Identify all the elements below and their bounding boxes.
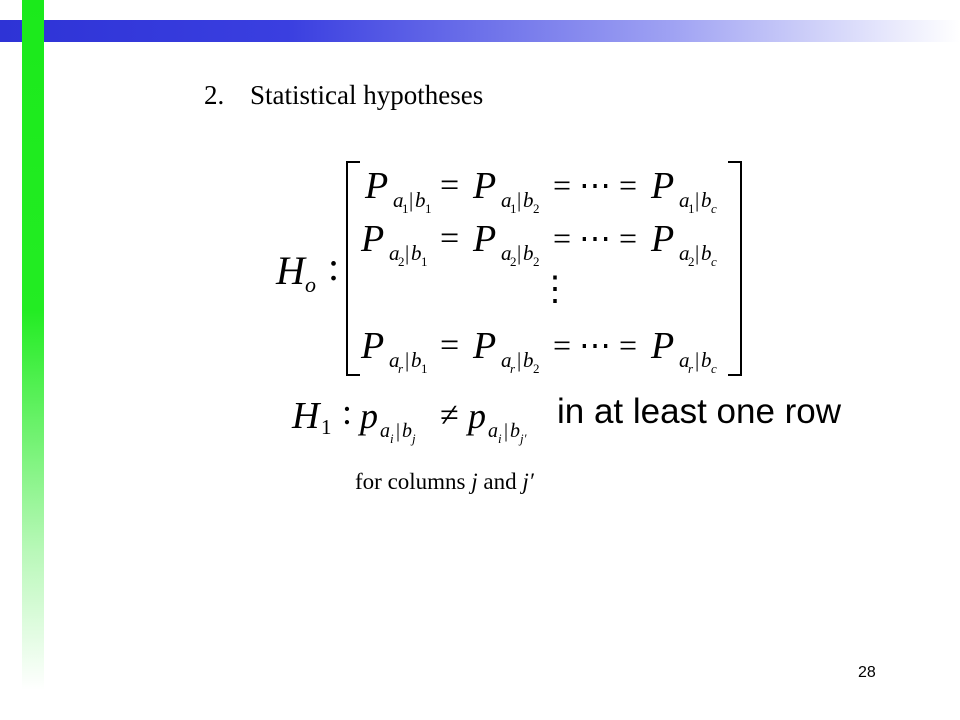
row1-p2: P [473, 165, 497, 207]
row2-sub-b2: b [523, 241, 534, 265]
rowr-bar3: | [695, 348, 700, 372]
row2-sub-a3: a [679, 241, 690, 265]
rowr-bar2: | [517, 348, 522, 372]
h1-colon: : [342, 392, 353, 432]
left-bracket [347, 162, 360, 375]
rowr-p2: P [473, 325, 497, 367]
rowr-sub-j1: 1 [421, 361, 428, 376]
row2-eq1: = [440, 220, 460, 257]
row2-bar: | [405, 241, 410, 265]
row1-sub-b3: b [701, 188, 712, 212]
row1-sub-a: a [393, 188, 404, 212]
row1-sub-i: 1 [402, 201, 409, 216]
columns-note-prefix: for columns [355, 469, 472, 494]
h0-subscript: o [305, 272, 316, 297]
h0-colon: : [328, 244, 340, 289]
rowr-p1: P [361, 325, 385, 367]
null-hypothesis-label [275, 244, 339, 297]
right-bracket [728, 162, 741, 375]
h1-bar-right: | [504, 420, 509, 442]
h1-sub-j-left: j [412, 431, 416, 446]
rowr-ellipsis: = ⋯ = [553, 327, 638, 363]
row1-ellipsis: = ⋯ = [553, 167, 638, 203]
h1-sub-jprime-right: j′ [520, 431, 527, 446]
row2-bar2: | [517, 241, 522, 265]
rowr-sub-i3: r [688, 361, 694, 376]
row1-sub-i2: 1 [510, 201, 517, 216]
row1-sub-a3: a [679, 188, 690, 212]
h1-bar-left: | [396, 420, 401, 442]
row1-sub-a2: a [501, 188, 512, 212]
h1-sub-a-left: a [380, 420, 390, 442]
rowr-sub-b2: b [523, 348, 534, 372]
rowr-sub-i: r [398, 361, 404, 376]
title-text: Statistical hypotheses [250, 80, 484, 110]
h1-sub-b-right: b [510, 420, 520, 442]
h0-letter: H [276, 248, 305, 293]
row1-bar3: | [695, 188, 700, 212]
row1-sub-b2: b [523, 188, 534, 212]
row2-sub-jc: c [711, 254, 717, 269]
h1-letter: H [292, 395, 320, 437]
rowr-sub-b3: b [701, 348, 712, 372]
h1-subscript: 1 [321, 415, 332, 439]
row2-p1: P [361, 218, 385, 260]
row1-eq1: = [440, 167, 460, 204]
row1-bar: | [409, 188, 414, 212]
row2-sub-i: 2 [398, 254, 405, 269]
matrix-row-r [360, 325, 717, 376]
h1-sub-b-left: b [402, 420, 412, 442]
alt-hypothesis-text: in at least one row [557, 392, 842, 431]
row1-sub-j2: 2 [533, 201, 540, 216]
matrix-row-2 [360, 218, 717, 269]
columns-note-j: j [471, 469, 478, 494]
row1-p1: P [365, 165, 389, 207]
row2-sub-b: b [411, 241, 422, 265]
rowr-sub-a: a [389, 348, 400, 372]
title-number: 2. [204, 80, 225, 110]
h1-p-right: p [468, 396, 486, 436]
h1-sub-i-right: i [498, 431, 502, 446]
row1-sub-jc: c [711, 201, 717, 216]
columns-note-jprime: j′ [522, 469, 534, 494]
row1-bar2: | [517, 188, 522, 212]
h1-sub-a-right: a [488, 420, 498, 442]
matrix-row-1 [364, 165, 717, 216]
columns-note-and: and [477, 469, 523, 494]
row2-sub-i2: 2 [510, 254, 517, 269]
h1-neq: ≠ [440, 397, 459, 434]
h1-sub-i-left: i [390, 431, 394, 446]
rowr-p3: P [651, 325, 675, 367]
alternative-hypothesis [291, 392, 527, 446]
row2-ellipsis: = ⋯ = [553, 220, 638, 256]
rowr-sub-b: b [411, 348, 422, 372]
row1-sub-j1: 1 [425, 201, 432, 216]
row2-sub-j1: 1 [421, 254, 428, 269]
row1-sub-b: b [415, 188, 426, 212]
row2-sub-b3: b [701, 241, 712, 265]
row1-p3: P [651, 165, 675, 207]
row2-bar3: | [695, 241, 700, 265]
rowr-eq1: = [440, 327, 460, 364]
rowr-sub-i2: r [510, 361, 516, 376]
row2-sub-a: a [389, 241, 400, 265]
row2-p3: P [651, 218, 675, 260]
row2-p2: P [473, 218, 497, 260]
rowr-sub-jc: c [711, 361, 717, 376]
row2-sub-j2: 2 [533, 254, 540, 269]
rowr-sub-a3: a [679, 348, 690, 372]
rowr-sub-a2: a [501, 348, 512, 372]
rowr-bar: | [405, 348, 410, 372]
rowr-sub-j2: 2 [533, 361, 540, 376]
row2-sub-i3: 2 [688, 254, 695, 269]
vertical-ellipsis: ⋮ [538, 271, 572, 308]
h1-p-left: p [360, 396, 378, 436]
row2-sub-a2: a [501, 241, 512, 265]
columns-note [355, 469, 534, 495]
page-number: 28 [858, 664, 876, 681]
row1-sub-i3: 1 [688, 201, 695, 216]
